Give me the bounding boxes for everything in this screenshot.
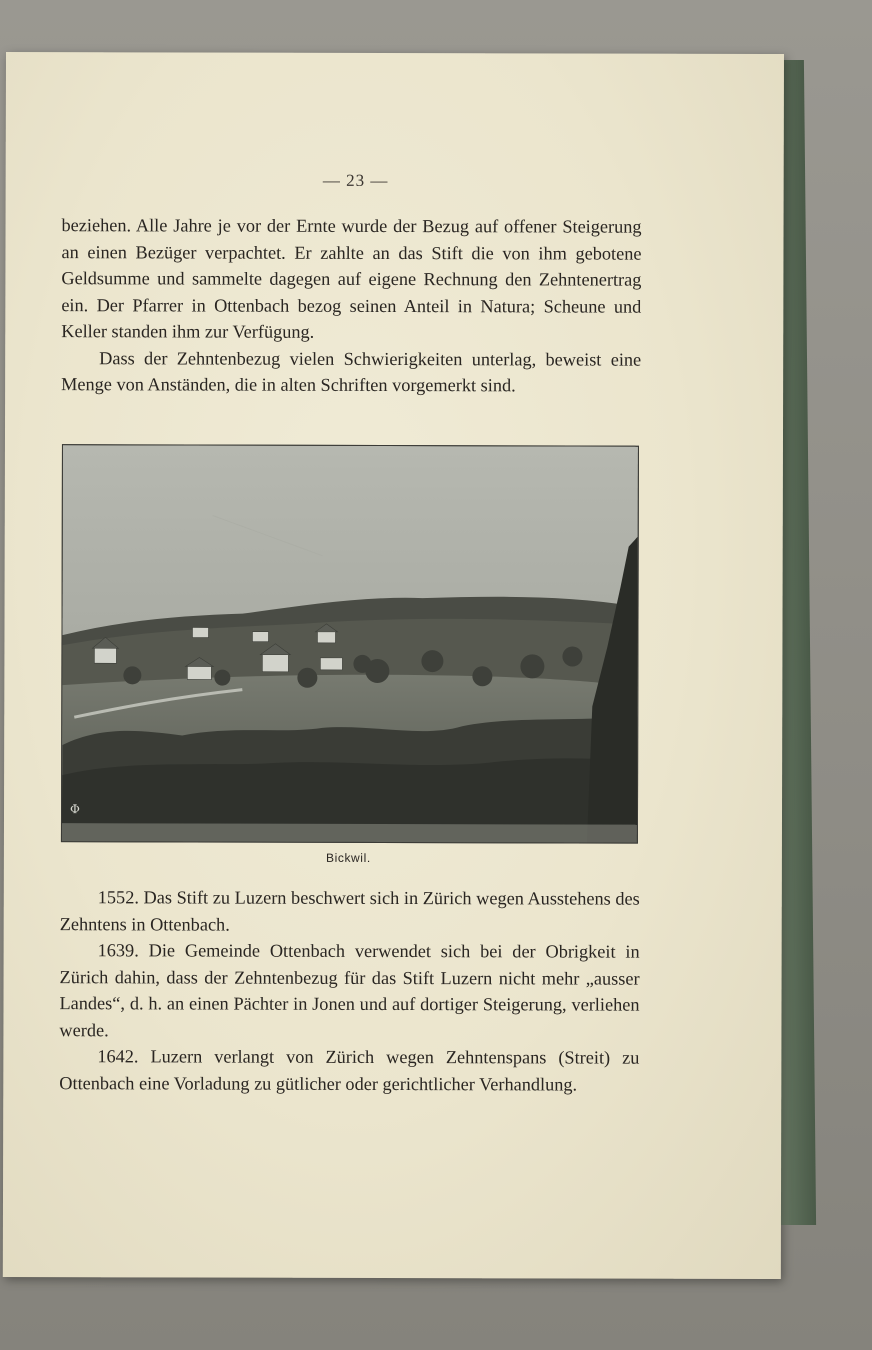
photo-caption: Bickwil. [325,850,371,865]
page-number: — 23 — [322,170,389,191]
svg-text:Φ: Φ [69,802,80,817]
paragraph: beziehen. Alle Jahre je vor der Ernte wurde der Bezug auf offener Steigerung an einen Bezüger verpachtet. Er zahlte an das Stift die von ihm gebotene Geldsumme und sammelte dagegen auf eigene Rechnung den Zehntenertrag ein. Der Pfarrer in Ottenbach bezog seinen Anteil in Natura; Scheune und Keller standen ihm zur Verfügung. [61,215,642,342]
paragraph: 1642. Luzern verlangt von Zürich wegen Zehntenspans (Streit) zu Ottenbach eine Vorladung zu gütlicher oder gerichtlicher Verhandlung. [59,1046,640,1094]
bottom-text-block [59,884,640,1098]
paragraph: 1639. Die Gemeinde Ottenbach verwendet sich bei der Obrigkeit in Zürich dahin, dass der Zehntenbezug für das Stift Luzern nicht mehr „ausser Landes“, d. h. an einen Pächter in Jonen und auf dortiger Steigerung, verliehen werde. [59,940,640,1040]
top-text-block [61,212,641,399]
book-page [3,52,784,1279]
paragraph: Dass der Zehntenbezug vielen Schwierigkeiten unterlag, beweist eine Menge von Anständen, die in alten Schriften vorgemerkt sind. [61,347,642,396]
paragraph: 1552. Das Stift zu Luzern beschwert sich in Zürich wegen Ausstehens des Zehntens in Ottenbach. [59,887,640,935]
landscape-photo [61,444,639,844]
